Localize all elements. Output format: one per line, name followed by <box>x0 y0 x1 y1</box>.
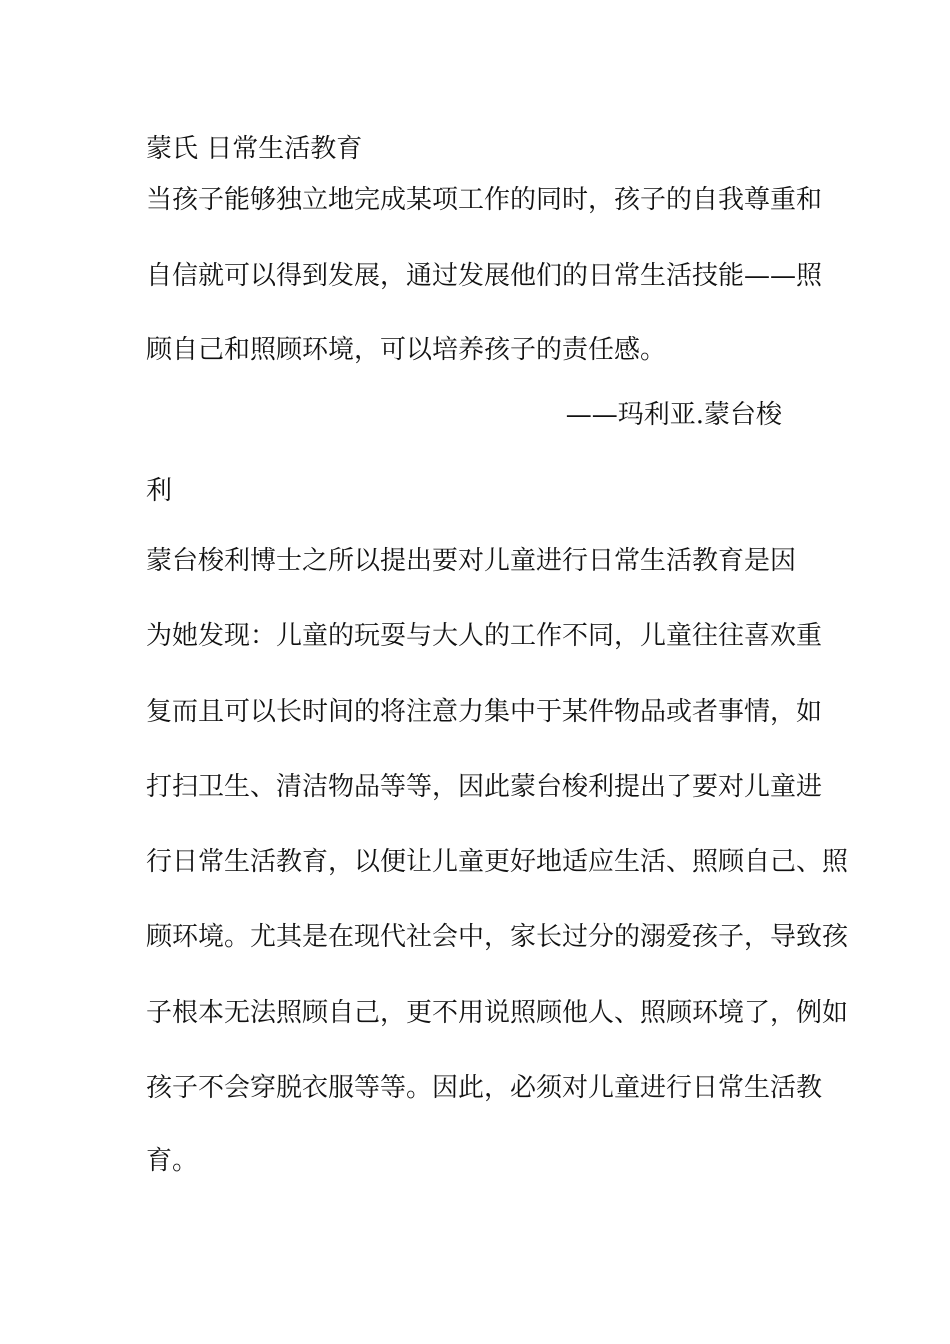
body-line: 育。 <box>146 1146 199 1176</box>
body-line: 蒙台梭利博士之所以提出要对儿童进行日常生活教育是因 <box>146 546 797 576</box>
body-line: 为她发现：儿童的玩耍与大人的工作不同，儿童往往喜欢重 <box>146 621 823 651</box>
body-line: 行日常生活教育，以便让儿童更好地适应生活、照顾自己、照 <box>146 847 849 877</box>
body-line: 子根本无法照顾自己，更不用说照顾他人、照顾环境了，例如 <box>146 998 849 1028</box>
body-line: 顾环境。尤其是在现代社会中，家长过分的溺爱孩子，导致孩 <box>146 922 849 952</box>
quote-attribution-continued: 利 <box>146 476 173 506</box>
body-line: 打扫卫生、清洁物品等等，因此蒙台梭利提出了要对儿童进 <box>146 772 823 802</box>
quote-attribution: ——玛利亚.蒙台梭 <box>565 400 782 430</box>
quote-line: 当孩子能够独立地完成某项工作的同时，孩子的自我尊重和 <box>146 185 823 215</box>
quote-line: 自信就可以得到发展，通过发展他们的日常生活技能——照 <box>146 261 823 291</box>
document-title: 蒙氏 日常生活教育 <box>146 134 363 164</box>
body-line: 复而且可以长时间的将注意力集中于某件物品或者事情，如 <box>146 697 823 727</box>
quote-line: 顾自己和照顾环境，可以培养孩子的责任感。 <box>146 335 667 365</box>
body-line: 孩子不会穿脱衣服等等。因此，必须对儿童进行日常生活教 <box>146 1073 823 1103</box>
